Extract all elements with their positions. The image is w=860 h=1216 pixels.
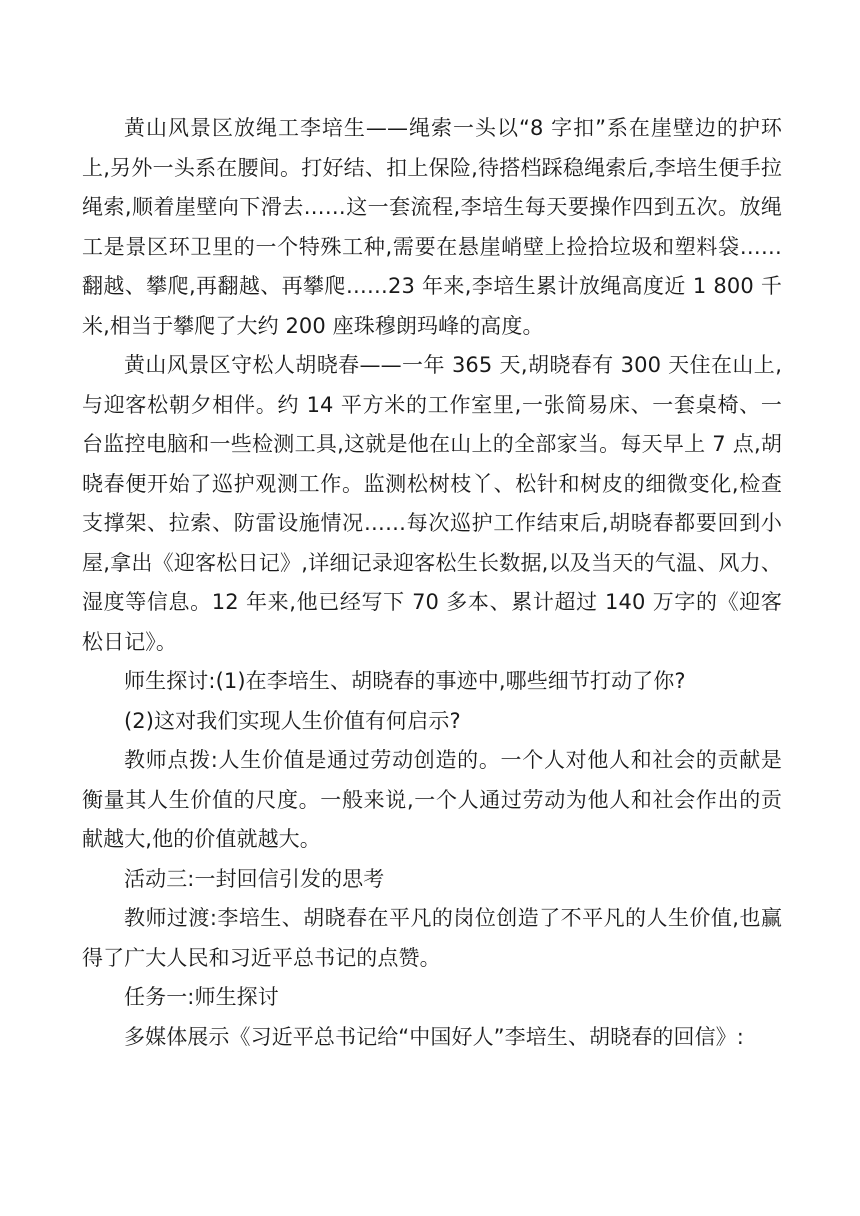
activity-three-heading: 活动三:一封回信引发的思考 (124, 866, 385, 891)
teacher-transition: 教师过渡:李培生、胡晓春在平凡的岗位创造了不平凡的人生价值,也赢得了广大人民和习近平总书记的点赞。 (82, 906, 782, 970)
multimedia-display-line: 多媒体展示《习近平总书记给“中国好人”李培生、胡晓春的回信》: (124, 1024, 744, 1049)
task-one-heading: 任务一:师生探讨 (124, 985, 279, 1009)
discussion-question-2: (2)这对我们实现人生价值有何启示? (124, 708, 461, 733)
document-body (82, 109, 782, 1057)
teacher-guidance: 教师点拨:人生价值是通过劳动创造的。一个人对他人和社会的贡献是衡量其人生价值的尺度。一般来说,一个人通过劳动为他人和社会作出的贡献越大,他的价值就越大。 (82, 748, 782, 851)
discussion-question-1: 师生探讨:(1)在李培生、胡晓春的事迹中,哪些细节打动了你? (124, 669, 686, 693)
paragraph-li-peisheng: 黄山风景区放绳工李培生——绳索一头以“8 字扣”系在崖壁边的护环上,另外一头系在腰间。打好结、扣上保险,待搭档踩稳绳索后,李培生便手拉绳索,顺着崖壁向下滑去……这一套流程,李培生每天要操作四到五次。放绳工是景区环卫里的一个特殊工种,需要在悬崖峭壁上捡拾垃圾和塑料袋……翻越、攀爬,再翻越、再攀爬……23 年来,李培生累计放绳高度近 1 800 千米,相当于攀爬了大约 200 座珠穆朗玛峰的高度。 (82, 116, 782, 338)
paragraph-hu-xiaochun: 黄山风景区守松人胡晓春——一年 365 天,胡晓春有 300 天住在山上,与迎客松朝夕相伴。约 14 平方米的工作室里,一张简易床、一套桌椅、一台监控电脑和一些检测工具,这就是他在山上的全部家当。每天早上 7 点,胡晓春便开始了巡护观测工作。监测松树枝丫、松针和树皮的细微变化,检查支撑架、拉索、防雷设施情况……每次巡护工作结束后,胡晓春都要回到小屋,拿出《迎客松日记》,详细记录迎客松生长数据,以及当天的气温、风力、湿度等信息。12 年来,他已经写下 70 多本、累计超过 140 万字的《迎客松日记》。 (82, 353, 782, 654)
